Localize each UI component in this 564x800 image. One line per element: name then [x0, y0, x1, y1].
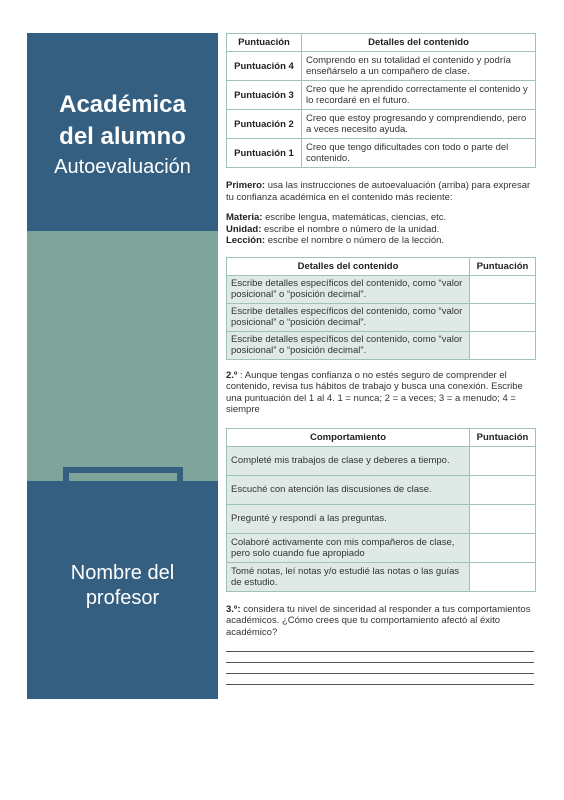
behavior-cell: Pregunté y respondí a las preguntas. — [227, 504, 470, 533]
header-score: Puntuación — [470, 428, 536, 446]
sidebar-icon-panel — [27, 231, 218, 481]
first-label: Primero: — [226, 180, 266, 191]
score-input-cell[interactable] — [470, 446, 536, 475]
content-detail-cell: Escribe detalles específicos del contenido, como “valor posicional” o “posición decimal”. — [227, 303, 470, 331]
teacher-name — [27, 561, 218, 611]
lesson-line — [226, 235, 536, 247]
answer-line[interactable] — [226, 684, 534, 685]
step-2-instructions — [226, 370, 536, 416]
first-instructions — [226, 180, 536, 203]
behavior-cell: Escuché con atención las discusiones de clase. — [227, 475, 470, 504]
unit-text: escribe el nombre o número de la unidad. — [261, 223, 440, 235]
score-input-cell[interactable] — [470, 475, 536, 504]
score-input-cell[interactable] — [470, 331, 536, 359]
step-3-instructions — [226, 604, 536, 639]
title-line-2: del alumno — [59, 123, 186, 150]
step-2-text: : Aunque tengas confianza o no estés seguro de comprender el contenido, revisa tus hábitos de trabajo y busca una conexión. Escribe una puntuación del 1 al 4. 1 = nunca; 2 = a veces; 3 = a menudo; 4 = siempre — [226, 369, 523, 415]
sidebar — [27, 33, 218, 699]
table-row — [227, 81, 536, 110]
table-header-row — [227, 257, 536, 275]
score-label: Puntuación 2 — [227, 110, 302, 139]
unit-line — [226, 224, 536, 236]
score-description: Creo que tengo dificultades con todo o parte del contenido. — [302, 139, 536, 168]
table-row — [227, 475, 536, 504]
table-row — [227, 110, 536, 139]
teacher-line-1: Nombre del — [70, 562, 175, 584]
answer-line[interactable] — [226, 662, 534, 663]
score-input-cell[interactable] — [470, 275, 536, 303]
table-row — [227, 139, 536, 168]
teacher-line-2: profesor — [85, 587, 160, 609]
subtitle: Autoevaluación — [54, 156, 191, 178]
answer-line[interactable] — [226, 651, 534, 652]
score-description: Comprendo en su totalidad el contenido y podría enseñárselo a un compañero de clase. — [302, 52, 536, 81]
header-behavior: Comportamiento — [227, 428, 470, 446]
subject-text: escribe lengua, matemáticas, ciencias, etc. — [262, 212, 447, 223]
step-3-label: 3.º: — [226, 603, 241, 615]
score-label: Puntuación 3 — [227, 81, 302, 110]
table-row — [227, 504, 536, 533]
answer-line[interactable] — [226, 673, 534, 674]
header-score: Puntuación — [227, 34, 302, 52]
behavior-table — [226, 428, 536, 592]
content-details-table — [226, 257, 536, 360]
score-input-cell[interactable] — [470, 303, 536, 331]
step-3-text: considera tu nivel de sinceridad al responder a tus comportamientos académicos. ¿Cómo crees que tu comportamiento afectó al éxito académico? — [226, 603, 531, 638]
content-detail-cell: Escribe detalles específicos del contenido, como “valor posicional” o “posición decimal”. — [227, 331, 470, 359]
score-label: Puntuación 4 — [227, 52, 302, 81]
subject-label: Materia: — [226, 212, 263, 223]
table-header-row — [227, 34, 536, 52]
table-row — [227, 303, 536, 331]
score-input-cell[interactable] — [470, 504, 536, 533]
answer-lines[interactable] — [226, 651, 534, 695]
main-content — [226, 33, 536, 638]
table-row — [227, 331, 536, 359]
header-content-details: Detalles del contenido — [227, 257, 470, 275]
table-header-row — [227, 428, 536, 446]
content-detail-cell: Escribe detalles específicos del contenido, como “valor posicional” o “posición decimal”. — [227, 275, 470, 303]
lesson-label: Lección: — [226, 235, 266, 246]
behavior-cell: Colaboré activamente con mis compañeros de clase, pero solo cuando fue apropiado — [227, 533, 470, 562]
score-input-cell[interactable] — [470, 533, 536, 562]
step-2-label: 2.º — [226, 369, 238, 381]
table-row — [227, 446, 536, 475]
score-label: Puntuación 1 — [227, 139, 302, 168]
score-input-cell[interactable] — [470, 562, 536, 591]
table-row — [227, 562, 536, 591]
header-score: Puntuación — [470, 257, 536, 275]
lesson-text: escribe el nombre o número de la lección. — [265, 235, 445, 246]
score-description: Creo que he aprendido correctamente el contenido y lo recordaré en el futuro. — [302, 81, 536, 110]
sidebar-title-panel — [27, 33, 218, 231]
table-row — [227, 533, 536, 562]
table-row — [227, 275, 536, 303]
unit-label: Unidad: — [226, 223, 262, 235]
score-description: Creo que estoy progresando y comprendiendo, pero a veces necesito ayuda. — [302, 110, 536, 139]
rating-scale-table — [226, 33, 536, 168]
table-row — [227, 52, 536, 81]
title-line-1: Académica — [59, 91, 186, 118]
behavior-cell: Tomé notas, leí notas y/o estudié las notas o las guías de estudio. — [227, 562, 470, 591]
first-text: usa las instrucciones de autoevaluación (arriba) para expresar tu confianza académica en el contenido más reciente: — [226, 180, 531, 203]
header-content-details: Detalles del contenido — [302, 34, 536, 52]
subject-line — [226, 212, 536, 224]
behavior-cell: Completé mis trabajos de clase y deberes a tiempo. — [227, 446, 470, 475]
